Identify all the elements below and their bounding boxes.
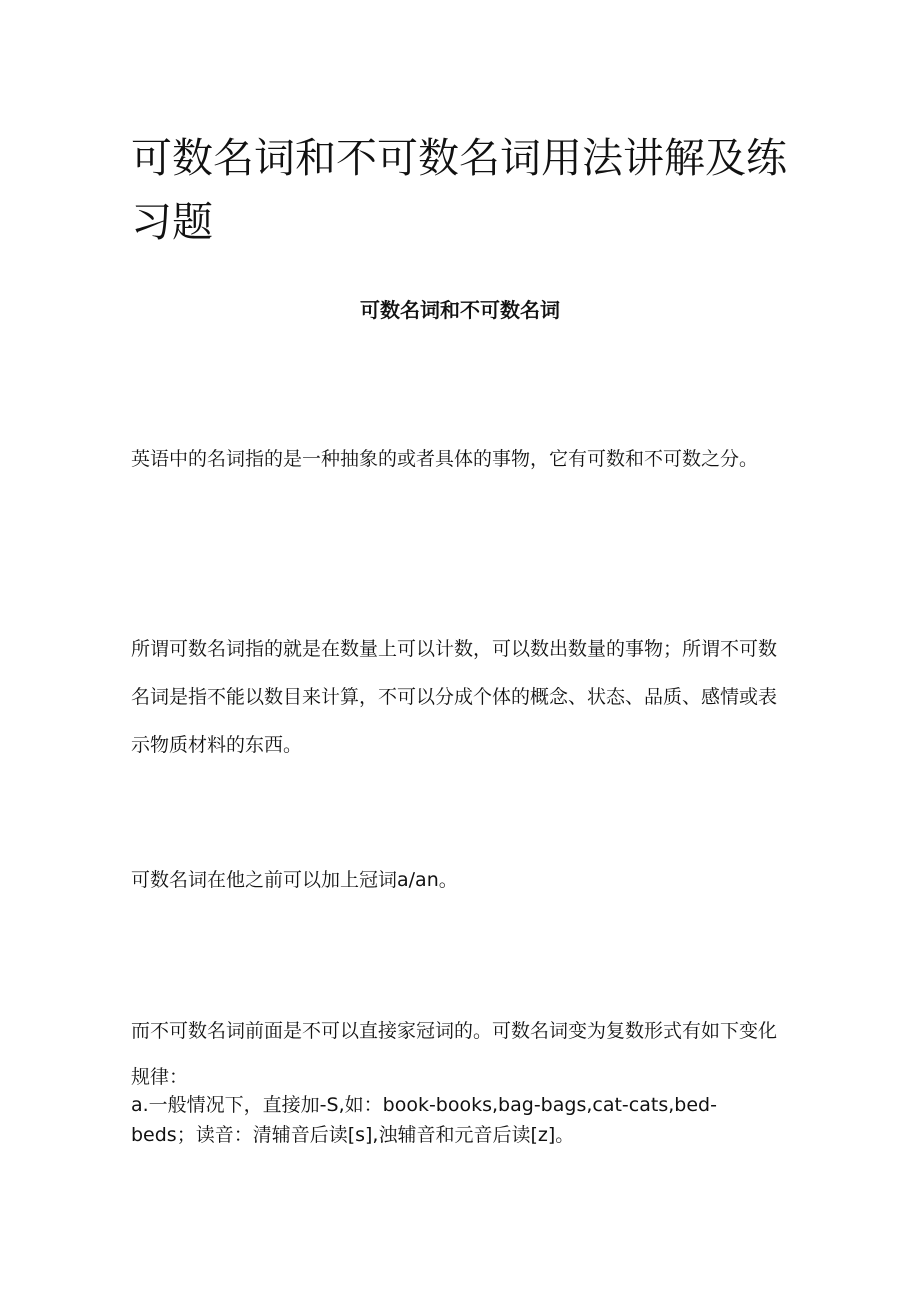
document-title: 可数名词和不可数名词用法讲解及练习题 [131, 134, 787, 246]
paragraph-article-usage: 可数名词在他之前可以加上冠词a∕an。 [131, 869, 458, 891]
paragraph-plural-rules-intro: 而不可数名词前面是不可以直接家冠词的。可数名词变为复数形式有如下变化规律： [131, 1020, 778, 1088]
paragraph-countable-uncountable-definition: 所谓可数名词指的就是在数量上可以计数，可以数出数量的事物；所谓不可数名词是指不能以数目来计算，不可以分成个体的概念、状态、品质、感情或表示物质材料的东西。 [131, 638, 778, 756]
document-subtitle: 可数名词和不可数名词 [360, 298, 560, 322]
paragraph-plural-rule-a: a.一般情况下，直接加-S,如：book-books,bag-bags,cat-cats,bed-beds；读音：清辅音后读[s],浊辅音和元音后读[z]。 [131, 1094, 717, 1146]
paragraph-noun-definition: 英语中的名词指的是一种抽象的或者具体的事物，它有可数和不可数之分。 [131, 448, 759, 470]
